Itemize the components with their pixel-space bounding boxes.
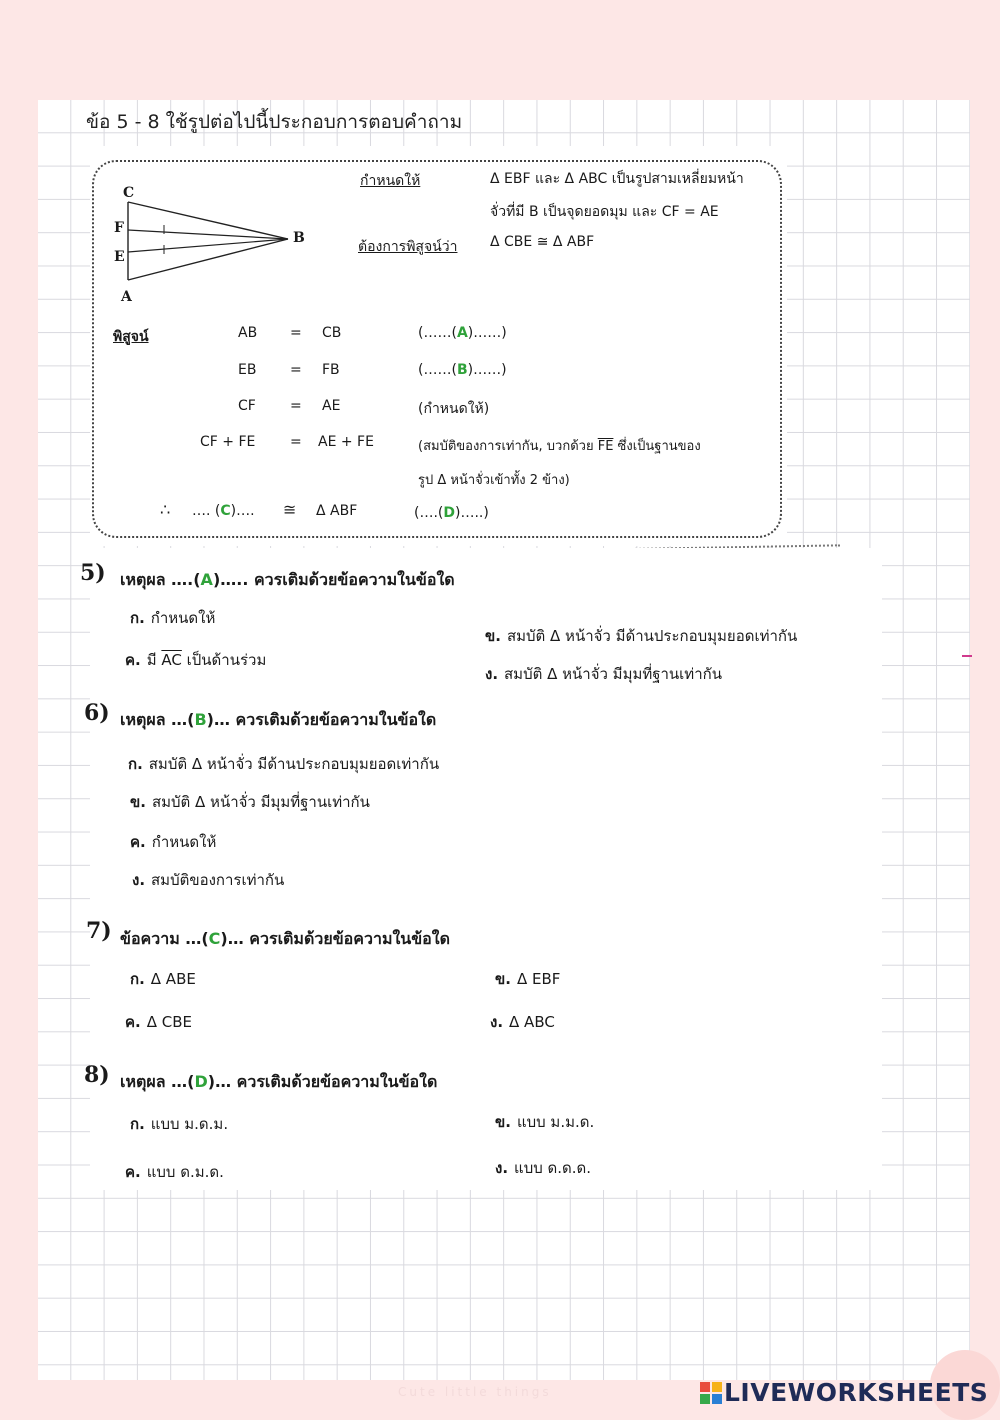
q7-text: ข้อความ …(C)… ควรเติมด้วยข้อความในข้อใด <box>120 929 450 948</box>
given-line-2: จั่วที่มี B เป็นจุดยอดมุม และ CF = AE <box>490 204 719 220</box>
proof-row-1-right: CB <box>322 325 342 341</box>
q6-text: เหตุผล …(B)… ควรเติมด้วยข้อความในข้อใด <box>120 710 437 729</box>
triangle-figure <box>108 180 308 305</box>
logo-grid-icon <box>700 1382 722 1404</box>
proof-row-2-reason: (……(B)……) <box>418 362 507 378</box>
q8-option-c[interactable]: ค. แบบ ด.ม.ด. <box>125 1163 224 1181</box>
q5-option-a[interactable]: ก. กำหนดให้ <box>130 609 216 627</box>
given-line-1: Δ EBF และ Δ ABC เป็นรูปสามเหลี่ยมหน้า <box>490 171 744 187</box>
proof-row-2-right: FB <box>322 362 340 378</box>
blank-c-tag: C <box>220 503 231 519</box>
label-f: F <box>114 220 124 236</box>
therefore-symbol: ∴ <box>160 500 171 519</box>
q8-option-b[interactable]: ข. แบบ ม.ม.ด. <box>495 1113 595 1131</box>
proof-row-4-eq: = <box>290 434 302 450</box>
q7-option-d[interactable]: ง. Δ ABC <box>490 1013 555 1031</box>
q6-option-d[interactable]: ง. สมบัติของการเท่ากัน <box>132 871 285 889</box>
label-e: E <box>114 249 125 265</box>
q7-number: 7) <box>86 918 112 944</box>
q8-tag: D <box>194 1072 208 1091</box>
pink-mark <box>962 655 972 657</box>
q5-text: เหตุผล ….(A)….. ควรเติมด้วยข้อความในข้อใด <box>120 570 455 589</box>
q6-option-b[interactable]: ข. สมบัติ Δ หน้าจั่ว มีมุมที่ฐานเท่ากัน <box>130 793 370 811</box>
q5-option-d[interactable]: ง. สมบัติ Δ หน้าจั่ว มีมุมที่ฐานเท่ากัน <box>485 665 722 683</box>
q5-tag: A <box>200 570 213 589</box>
proof-row-4-right: AE + FE <box>318 434 374 450</box>
proof-label: พิสูจน์ <box>113 329 149 345</box>
q6-option-a[interactable]: ก. สมบัติ Δ หน้าจั่ว มีด้านประกอบมุมยอดเท่ากัน <box>128 755 440 773</box>
brand-name: LIVEWORKSHEETS <box>724 1378 989 1407</box>
q7-option-b[interactable]: ข. Δ EBF <box>495 970 561 988</box>
proof-row-1-left: AB <box>238 325 258 341</box>
q5-option-c[interactable]: ค. มี $\overline{AC}$ เป็นด้านร่วม <box>125 651 267 669</box>
q7-option-c[interactable]: ค. Δ CBE <box>125 1013 193 1031</box>
q6-option-c[interactable]: ค. กำหนดให้ <box>130 833 217 851</box>
proof-row-3-eq: = <box>290 398 302 414</box>
q7-tag: C <box>208 929 221 948</box>
proof-row-4-reason-line2: รูป Δ หน้าจั่วเข้าทั้ง 2 ข้าง) <box>418 473 570 488</box>
label-b: B <box>293 230 305 246</box>
proof-row-4-left: CF + FE <box>200 434 256 450</box>
watermark-text: Cute little things <box>398 1385 552 1399</box>
q5-number: 5) <box>80 560 106 586</box>
proof-row-2-eq: = <box>290 362 302 378</box>
q7-option-a[interactable]: ก. Δ ABE <box>130 970 196 988</box>
q8-option-d[interactable]: ง. แบบ ด.ด.ด. <box>495 1159 592 1177</box>
q5-option-b[interactable]: ข. สมบัติ Δ หน้าจั่ว มีด้านประกอบมุมยอดเท่ากัน <box>485 627 798 645</box>
prove-text: Δ CBE ≅ Δ ABF <box>490 234 595 250</box>
proof-row-3-left: CF <box>238 398 256 414</box>
proof-row-4-reason: (สมบัติของการเท่ากัน, บวกด้วย $\overline{FE}$ ซึ่งเป็นฐานของ <box>418 439 701 454</box>
q6-number: 6) <box>84 700 110 726</box>
proof-row-2-left: EB <box>238 362 257 378</box>
given-label: กำหนดให้ <box>360 173 421 189</box>
conclusion-left: …. (C)…. <box>192 503 255 519</box>
q8-number: 8) <box>84 1062 110 1088</box>
proof-row-3-right: AE <box>322 398 341 414</box>
blank-d-tag: D <box>443 505 455 521</box>
prove-label: ต้องการพิสูจน์ว่า <box>358 239 458 255</box>
q6-tag: B <box>194 710 207 729</box>
label-a: A <box>121 289 132 305</box>
blank-b-tag: B <box>456 362 468 378</box>
proof-row-1-eq: = <box>290 325 302 341</box>
congruent-symbol: ≅ <box>283 500 297 519</box>
conclusion-right: Δ ABF <box>316 503 358 519</box>
q8-option-a[interactable]: ก. แบบ ม.ด.ม. <box>130 1115 229 1133</box>
conclusion-reason: (….(D)…..) <box>414 505 489 521</box>
page-heading: ข้อ 5 - 8 ใช้รูปต่อไปนี้ประกอบการตอบคำถาม <box>86 111 463 133</box>
q8-text: เหตุผล …(D)… ควรเติมด้วยข้อความในข้อใด <box>120 1072 438 1091</box>
liveworksheets-logo[interactable] <box>700 1378 988 1407</box>
proof-row-3-reason: (กำหนดให้) <box>418 401 490 417</box>
proof-row-1-reason: (……(A)……) <box>418 325 507 341</box>
label-c: C <box>123 185 135 201</box>
blank-a-tag: A <box>456 325 468 341</box>
